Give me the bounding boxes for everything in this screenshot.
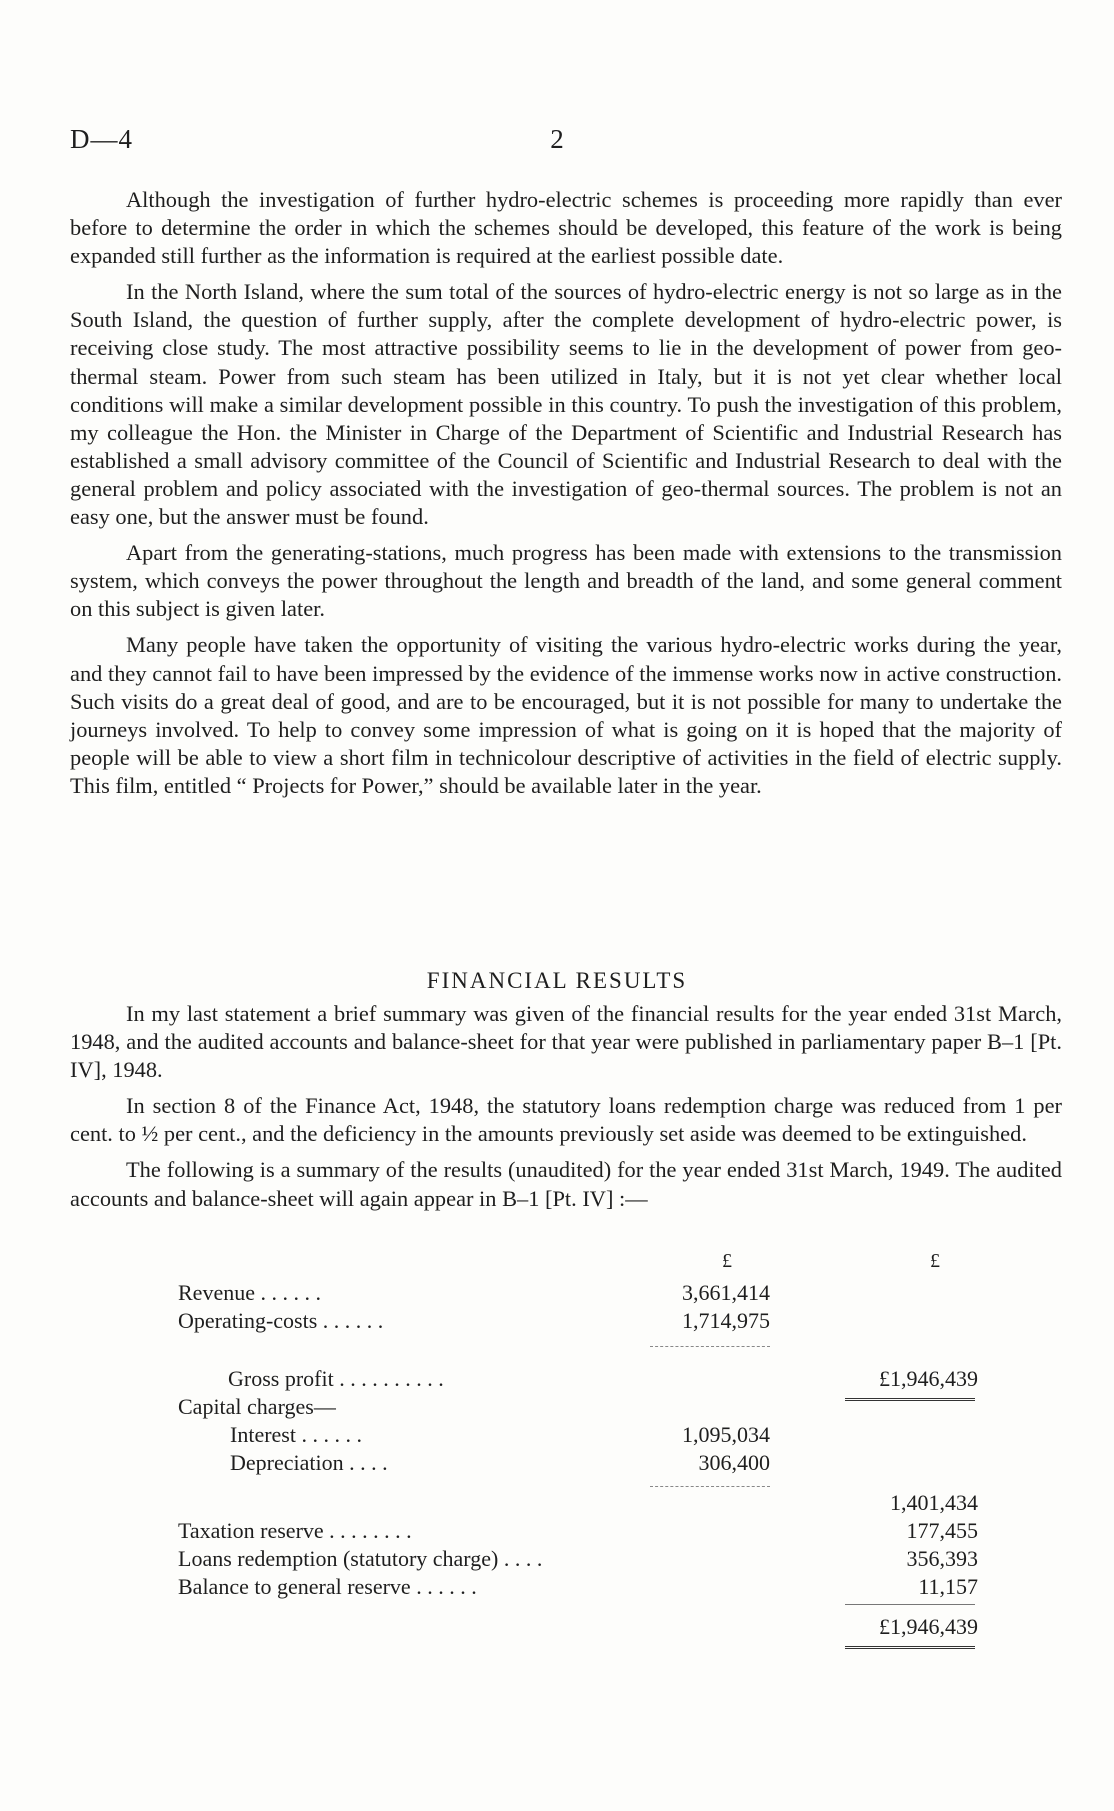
document-code: D—4 [70, 124, 133, 154]
row-label: Depreciation . . . . [230, 1450, 388, 1475]
page-number: 2 [550, 124, 564, 154]
paragraph: Apart from the generating-stations, much progress has been made with extensions to the transmission system, which conveys the power throughout the length and breadth of the land, and some general comment on this subject is given later. [70, 540, 1062, 622]
row-label: Capital charges— [178, 1394, 336, 1419]
row-label: Taxation reserve . . . . . . . . [178, 1518, 412, 1543]
total-rule [845, 1604, 975, 1605]
paragraph: Although the investigation of further hydro-electric schemes is proceeding more rapidly than ever before to determine the order in which the schemes should be developed, this feature of the work is being expanded still further as the information is required at the earliest possible date. [70, 187, 1062, 269]
cell-value: 1,714,975 [682, 1308, 770, 1333]
row-label: Loans redemption (statutory charge) . . . . [178, 1546, 543, 1571]
cell-value: 177,455 [906, 1518, 978, 1543]
row-label: Balance to general reserve . . . . . . [178, 1574, 477, 1599]
currency-header: £ [930, 1250, 940, 1272]
section-heading: FINANCIAL RESULTS [426, 968, 688, 993]
currency-header: £ [722, 1250, 732, 1272]
subtotal-rule [650, 1346, 770, 1347]
cell-value: 11,157 [918, 1574, 978, 1599]
double-rule [845, 1398, 975, 1401]
paragraph: Many people have taken the opportunity of visiting the various hydro-electric works during the year, and they cannot fail to have been impressed by the evidence of the immense works now in active construction. Such visits do a great deal of good, and are to be encouraged, but it is not possible for many to undertake the journeys involved. To help to convey some impression of what is going on it is hoped that the majority of people will be able to view a short film in technicolour descriptive of activities in the field of electric supply. This film, entitled “ Projects for Power,” should be available later in the year. [70, 632, 1062, 798]
row-label: Revenue . . . . . . [178, 1280, 321, 1305]
double-rule [845, 1646, 975, 1649]
row-label: Gross profit . . . . . . . . . . [228, 1366, 444, 1391]
cell-value: 306,400 [698, 1450, 770, 1475]
row-label: Interest . . . . . . [230, 1422, 362, 1447]
paragraph: The following is a summary of the results (unaudited) for the year ended 31st March, 1949. The audited accounts and balance-sheet will again appear in B–1 [Pt. IV] :— [70, 1157, 1062, 1211]
cell-value: 3,661,414 [682, 1280, 770, 1305]
row-label: Operating-costs . . . . . . [178, 1308, 384, 1333]
subtotal-rule [650, 1486, 770, 1487]
paragraph: In the North Island, where the sum total of the sources of hydro-electric energy is not so large as in the South Island, the question of further supply, after the complete development of hydro-electric power, is receiving close study. The most attractive possibility seems to lie in the development of power from geo-thermal steam. Power from such steam has been utilized in Italy, but it is not yet clear whether local conditions will make a similar development possible in this country. To push the investigation of this problem, my colleague the Hon. the Minister in Charge of the Department of Scientific and Industrial Research has established a small advisory committee of the Council of Scientific and Industrial Research to deal with the general problem and policy associated with the investigation of geo-thermal sources. The problem is not an easy one, but the answer must be found. [70, 279, 1062, 530]
cell-value: 1,401,434 [890, 1490, 978, 1515]
paragraph: In section 8 of the Finance Act, 1948, the statutory loans redemption charge was reduced from 1 per cent. to ½ per cent., and the deficiency in the amounts previously set aside was deemed to be extinguished. [70, 1093, 1062, 1147]
cell-value: £1,946,439 [879, 1366, 978, 1391]
grand-total: £1,946,439 [879, 1614, 978, 1639]
cell-value: 356,393 [906, 1546, 978, 1571]
cell-value: 1,095,034 [682, 1422, 770, 1447]
paragraph: In my last statement a brief summary was given of the financial results for the year ended 31st March, 1948, and the audited accounts and balance-sheet for that year were published in parliamentary paper B–1 [Pt. IV], 1948. [70, 1001, 1062, 1083]
